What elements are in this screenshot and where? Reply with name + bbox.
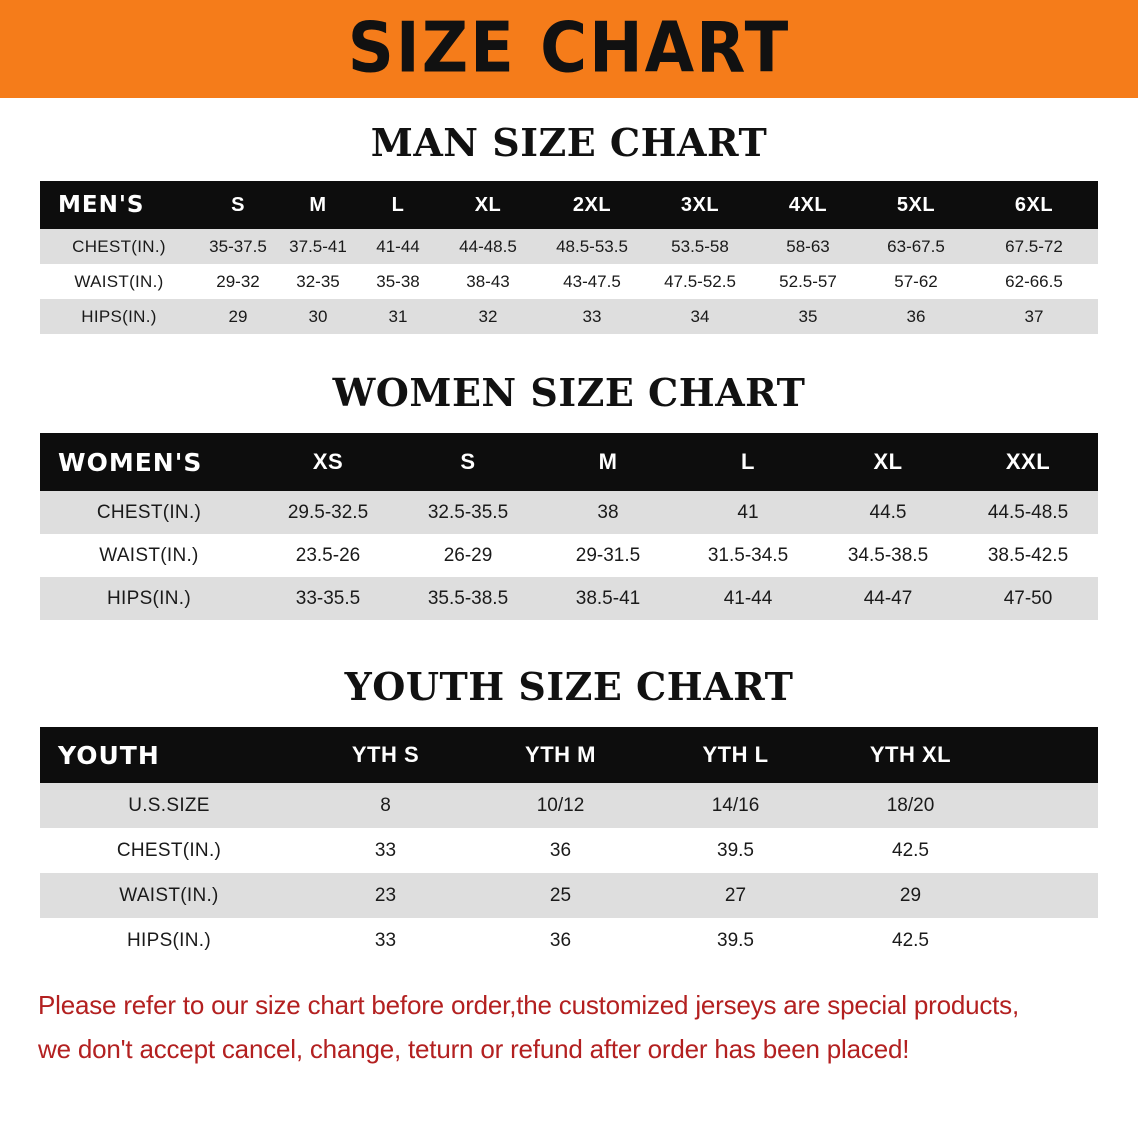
man-row-0-label: CHEST(IN.) <box>40 229 198 264</box>
youth-row-2-cell-2: 27 <box>648 873 823 918</box>
man-row-2-cell-1: 30 <box>278 299 358 334</box>
youth-header-1: YTH S <box>351 742 420 767</box>
man-row-2-cell-7: 36 <box>862 299 970 334</box>
man-header-8: 5XL <box>896 193 936 216</box>
man-row-1-label: WAIST(IN.) <box>40 264 198 299</box>
youth-section-title: YOUTH SIZE CHART <box>344 664 794 709</box>
youth-row-1-label: CHEST(IN.) <box>40 828 298 873</box>
youth-row-3-cell-0: 33 <box>298 918 473 963</box>
youth-row-0-label: U.S.SIZE <box>40 783 298 828</box>
man-header-0: MEN'S <box>58 192 145 218</box>
man-header-7: 4XL <box>788 193 828 216</box>
banner <box>0 0 1138 98</box>
youth-row-1-cell-2: 39.5 <box>648 828 823 873</box>
man-row-2-cell-8: 37 <box>970 299 1098 334</box>
table-header-row <box>40 727 1098 783</box>
women-row-1-cell-1: 26-29 <box>398 534 538 577</box>
table-row <box>40 577 1098 620</box>
women-row-2-label: HIPS(IN.) <box>40 577 258 620</box>
man-row-1-cell-0: 29-32 <box>198 264 278 299</box>
women-row-0-cell-2: 38 <box>538 491 678 534</box>
youth-row-1-cell-1: 36 <box>473 828 648 873</box>
policy-note-line-2: we don't accept cancel, change, teturn or refund after order has been placed! <box>38 1034 910 1065</box>
man-row-2-cell-5: 34 <box>646 299 754 334</box>
women-row-0-label: CHEST(IN.) <box>40 491 258 534</box>
man-row-2-label: HIPS(IN.) <box>40 299 198 334</box>
women-size-table <box>40 433 1098 620</box>
man-row-1-cell-1: 32-35 <box>278 264 358 299</box>
table-header-row <box>40 181 1098 229</box>
youth-header-spacer <box>998 727 1098 783</box>
youth-row-1-spacer <box>998 828 1098 873</box>
policy-note <box>38 983 1100 1071</box>
youth-row-1-cell-0: 33 <box>298 828 473 873</box>
man-row-2-cell-2: 31 <box>358 299 438 334</box>
man-size-table <box>40 181 1098 334</box>
women-row-1-cell-5: 38.5-42.5 <box>958 534 1098 577</box>
man-row-0-cell-7: 63-67.5 <box>862 229 970 264</box>
man-header-4: XL <box>474 193 502 216</box>
women-row-1-label: WAIST(IN.) <box>40 534 258 577</box>
man-header-9: 6XL <box>1014 193 1054 216</box>
women-row-2-cell-1: 35.5-38.5 <box>398 577 538 620</box>
man-header-6: 3XL <box>680 193 720 216</box>
man-row-0-cell-8: 67.5-72 <box>970 229 1098 264</box>
man-row-0-cell-6: 58-63 <box>754 229 862 264</box>
youth-size-table <box>40 727 1098 963</box>
table-row <box>40 534 1098 577</box>
man-row-0-cell-0: 35-37.5 <box>198 229 278 264</box>
youth-row-0-cell-3: 18/20 <box>823 783 998 828</box>
women-row-1-cell-2: 29-31.5 <box>538 534 678 577</box>
women-table-wrapper <box>40 433 1098 620</box>
women-row-0-cell-4: 44.5 <box>818 491 958 534</box>
women-header-0: WOMEN'S <box>58 447 203 477</box>
man-row-1-cell-4: 43-47.5 <box>538 264 646 299</box>
women-header-5: XL <box>873 449 903 474</box>
youth-row-3-cell-2: 39.5 <box>648 918 823 963</box>
women-row-2-cell-3: 41-44 <box>678 577 818 620</box>
youth-header-0: YOUTH <box>58 740 160 770</box>
youth-row-2-label: WAIST(IN.) <box>40 873 298 918</box>
women-header-6: XXL <box>1005 449 1051 474</box>
youth-row-2-cell-3: 29 <box>823 873 998 918</box>
man-header-3: L <box>391 193 405 216</box>
man-table-wrapper <box>40 181 1098 334</box>
youth-row-3-spacer <box>998 918 1098 963</box>
women-row-0-cell-1: 32.5-35.5 <box>398 491 538 534</box>
man-header-1: S <box>231 193 245 216</box>
table-row <box>40 873 1098 918</box>
table-row <box>40 229 1098 264</box>
youth-table-wrapper <box>40 727 1098 963</box>
women-row-2-cell-2: 38.5-41 <box>538 577 678 620</box>
women-row-0-cell-5: 44.5-48.5 <box>958 491 1098 534</box>
youth-row-0-spacer <box>998 783 1098 828</box>
youth-row-2-cell-1: 25 <box>473 873 648 918</box>
women-row-1-cell-4: 34.5-38.5 <box>818 534 958 577</box>
women-header-2: S <box>460 449 476 474</box>
man-header-5: 2XL <box>572 193 612 216</box>
women-header-1: XS <box>312 449 344 474</box>
man-row-2-cell-0: 29 <box>198 299 278 334</box>
table-header-row <box>40 433 1098 491</box>
man-row-1-cell-6: 52.5-57 <box>754 264 862 299</box>
youth-row-0-cell-0: 8 <box>298 783 473 828</box>
man-section-title: MAN SIZE CHART <box>370 120 768 165</box>
youth-row-2-cell-0: 23 <box>298 873 473 918</box>
women-row-0-cell-3: 41 <box>678 491 818 534</box>
man-row-0-cell-4: 48.5-53.5 <box>538 229 646 264</box>
table-row <box>40 918 1098 963</box>
man-row-1-cell-5: 47.5-52.5 <box>646 264 754 299</box>
youth-header-3: YTH L <box>702 742 769 767</box>
man-row-2-cell-4: 33 <box>538 299 646 334</box>
man-row-1-cell-3: 38-43 <box>438 264 538 299</box>
man-row-1-cell-2: 35-38 <box>358 264 438 299</box>
man-header-2: M <box>309 193 327 216</box>
youth-row-2-spacer <box>998 873 1098 918</box>
women-row-0-cell-0: 29.5-32.5 <box>258 491 398 534</box>
man-row-0-cell-3: 44-48.5 <box>438 229 538 264</box>
women-row-1-cell-0: 23.5-26 <box>258 534 398 577</box>
youth-row-3-label: HIPS(IN.) <box>40 918 298 963</box>
man-row-0-cell-2: 41-44 <box>358 229 438 264</box>
women-header-4: L <box>741 449 755 474</box>
policy-note-line-1: Please refer to our size chart before order,the customized jerseys are special products, <box>38 990 1020 1020</box>
man-row-1-cell-8: 62-66.5 <box>970 264 1098 299</box>
youth-row-1-cell-3: 42.5 <box>823 828 998 873</box>
man-row-2-cell-6: 35 <box>754 299 862 334</box>
youth-header-2: YTH M <box>525 742 596 767</box>
man-row-2-cell-3: 32 <box>438 299 538 334</box>
youth-row-3-cell-1: 36 <box>473 918 648 963</box>
youth-row-0-cell-2: 14/16 <box>648 783 823 828</box>
women-row-2-cell-0: 33-35.5 <box>258 577 398 620</box>
women-section-title: WOMEN SIZE CHART <box>332 370 806 415</box>
table-row <box>40 828 1098 873</box>
page-title: SIZE CHART <box>347 9 791 89</box>
women-row-1-cell-3: 31.5-34.5 <box>678 534 818 577</box>
table-row <box>40 783 1098 828</box>
youth-header-4: YTH XL <box>869 742 952 767</box>
women-row-2-cell-5: 47-50 <box>958 577 1098 620</box>
women-header-3: M <box>598 449 618 474</box>
table-row <box>40 491 1098 534</box>
table-row <box>40 299 1098 334</box>
man-row-0-cell-5: 53.5-58 <box>646 229 754 264</box>
women-row-2-cell-4: 44-47 <box>818 577 958 620</box>
table-row <box>40 264 1098 299</box>
youth-row-3-cell-3: 42.5 <box>823 918 998 963</box>
man-row-0-cell-1: 37.5-41 <box>278 229 358 264</box>
man-row-1-cell-7: 57-62 <box>862 264 970 299</box>
youth-row-0-cell-1: 10/12 <box>473 783 648 828</box>
